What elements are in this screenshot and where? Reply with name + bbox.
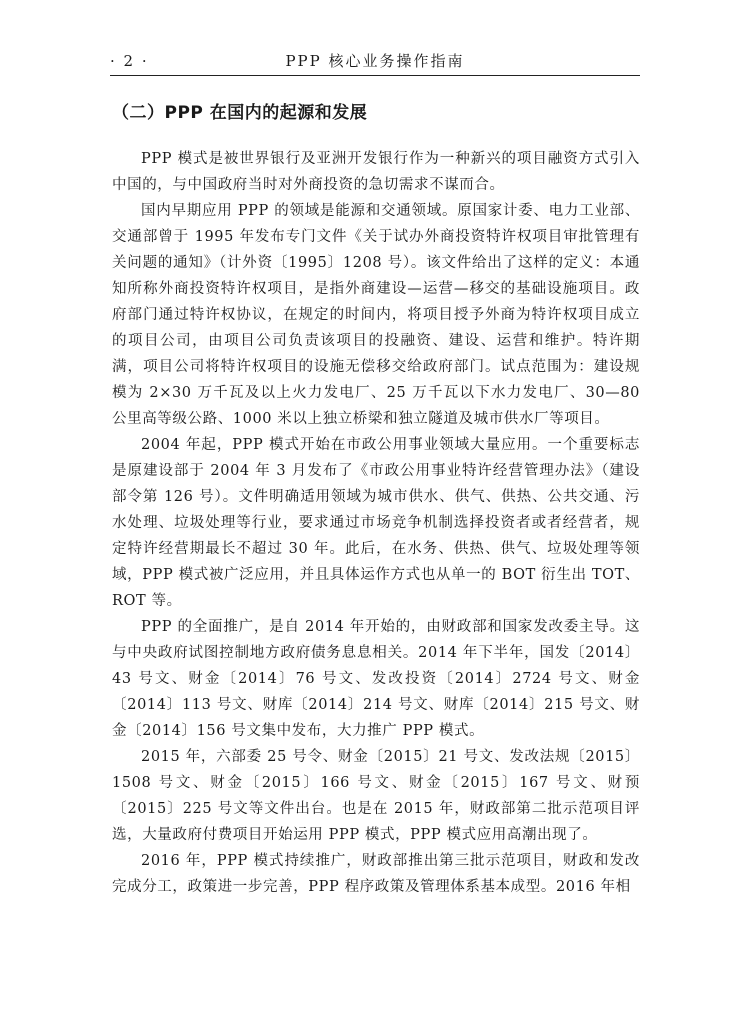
running-header	[110, 50, 640, 72]
paragraph-2004-municipal: 2004 年起，PPP 模式开始在市政公用事业领域大量应用。一个重要标志是原建设部于 2004 年 3 月发布了《市政公用事业特许经营管理办法》（建设部令第 126 号）。文件明确适用领域为城市供水、供气、供热、公共交通、污水处理、垃圾处理等行业，要求通过市场竞争机制选择投资者或者经营者，规定特许经营期最长不超过 30 年。此后，在水务、供热、供气、垃圾处理等领域，PPP 模式被广泛应用，并且具体运作方式也从单一的 BOT 衍生出 TOT、ROT 等。	[112, 437, 640, 609]
page-content	[112, 100, 640, 900]
page-number: · 2 ·	[110, 52, 149, 70]
paragraph-2015-documents: 2015 年，六部委 25 号令、财金〔2015〕21 号文、发改法规〔2015〕1508 号文、财金〔2015〕166 号文、财金〔2015〕167 号文、财预〔2015〕225 号文等文件出台。也是在 2015 年，财政部第二批示范项目评选，大量政府付费项目开始运用 PPP 模式，PPP 模式应用高潮出现了。	[112, 749, 640, 843]
paragraph-early-application: 国内早期应用 PPP 的领域是能源和交通领域。原国家计委、电力工业部、交通部曾于 1995 年发布专门文件《关于试办外商投资特许权项目审批管理有关问题的通知》（计外资〔1995〕1208 号）。该文件给出了这样的定义：本通知所称外商投资特许权项目，是指外商建设—运营—移交的基础设施项目。政府部门通过特许权协议，在规定的时间内，将项目授予外商为特许权项目成立的项目公司，由项目公司负责该项目的投融资、建设、运营和维护。特许期满，项目公司将特许权项目的设施无偿移交给政府部门。试点范围为：建设规模为 2×30 万千瓦及以上火力发电厂、25 万千瓦以下水力发电厂、30—80 公里高等级公路、1000 米以上独立桥梁和独立隧道及城市供水厂等项目。	[112, 203, 640, 427]
paragraph-2016-continuation: 2016 年，PPP 模式持续推广，财政部推出第三批示范项目，财政和发改完成分工，政策进一步完善，PPP 程序政策及管理体系基本成型。2016 年相	[112, 853, 640, 895]
paragraph-origin: PPP 模式是被世界银行及亚洲开发银行作为一种新兴的项目融资方式引入中国的，与中国政府当时对外商投资的急切需求不谋而合。	[112, 151, 640, 193]
paragraph-2014-promotion: PPP 的全面推广，是自 2014 年开始的，由财政部和国家发改委主导。这与中央政府试图控制地方政府债务息息相关。2014 年下半年，国发〔2014〕43 号文、财金〔2014〕76 号文、发改投资〔2014〕2724 号文、财金〔2014〕113 号文、财库〔2014〕214 号文、财库〔2014〕215 号文、财金〔2014〕156 号文集中发布，大力推广 PPP 模式。	[112, 619, 640, 739]
header-rule	[110, 75, 640, 76]
book-title: PPP 核心业务操作指南	[285, 52, 465, 70]
section-heading: （二）PPP 在国内的起源和发展	[112, 103, 368, 123]
